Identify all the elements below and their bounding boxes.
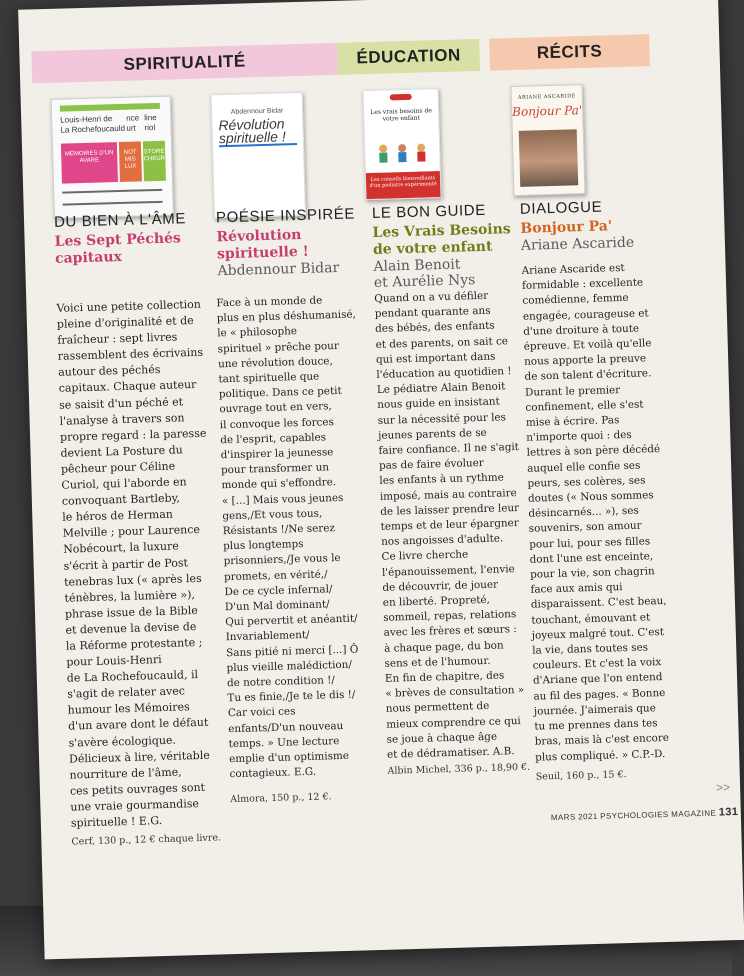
column4-author: Ariane Ascaride [520, 234, 635, 254]
body-line: l'éducation au quotidien ! [376, 365, 512, 381]
body-line: Ce livre cherche [381, 548, 469, 564]
body-line: sens et de l'humour. [384, 654, 491, 670]
body-line: lettres à son père décédé [526, 443, 661, 460]
section-header-education: ÉDUCATION [337, 39, 480, 75]
cover4-author: ARIANE ASCARIDE [517, 93, 576, 101]
body-line: rassemblent des écrivains [57, 346, 204, 364]
body-line: pour Louis-Henri [66, 653, 162, 669]
body-line: Car voici ces [227, 705, 296, 720]
book-cover-vrais-besoins [363, 88, 442, 200]
body-line: Durant le premier [524, 383, 621, 399]
column1-kicker: DU BIEN À L'ÂME [53, 210, 187, 231]
body-line: « brèves de consultation » [385, 684, 525, 701]
body-line: se saisit d'un péché et [59, 394, 184, 412]
body-line: engagée, courageuse et [522, 306, 649, 323]
body-line: Délicieux à lire, véritable [68, 748, 210, 766]
body-line: Le pédiatre Alain Benoit [376, 380, 506, 397]
body-line: de découvrir, de jouer [382, 578, 499, 594]
body-line: pleine d'originalité et de [56, 314, 194, 331]
body-line: il convoque les forces [219, 415, 335, 431]
body-line: doutes (« Nous sommes [527, 489, 654, 505]
magazine-page [18, 0, 744, 959]
body-line: Face à un monde de [216, 294, 323, 310]
section-header-recits: RÉCITS [489, 34, 650, 70]
body-line: l'analyse à travers son [59, 410, 185, 428]
book-cover-sept-peches [51, 96, 174, 219]
cover1-side3: line [144, 112, 157, 123]
body-line: pêcheur pour Céline [60, 459, 176, 476]
body-line: peurs, ses colères, ses [527, 474, 646, 490]
body-line: de l'esprit, capables [220, 431, 327, 447]
body-line: qui est important dans [375, 350, 496, 366]
column3-body [374, 288, 527, 763]
cover1-block2: NOT MIS LUX [119, 141, 142, 182]
column3-price: Albin Michel, 336 p., 18,90 €. [387, 761, 531, 777]
column3-title-line1: Les Vrais Besoins [372, 221, 511, 241]
body-line: emplie d'un optimisme [228, 749, 350, 766]
body-line: la vie, dans toutes ses [532, 641, 649, 657]
body-line: mise à écrire. Pas [525, 414, 620, 429]
body-line: Invariablement/ [225, 629, 310, 644]
column1-title-line2: capitaux [54, 248, 123, 267]
cover2-title: Révolution spirituelle ! [218, 117, 297, 147]
body-line: et devenue la devise de [65, 619, 197, 637]
column1-body [56, 297, 221, 832]
body-line: avec les frères et sœurs : [383, 623, 517, 640]
cover4-title: Bonjour Pa' [511, 103, 583, 120]
body-line: Voici une petite collection [56, 297, 202, 315]
body-line: s'écrit à partir de Post [63, 555, 189, 573]
body-line: gens,/Et vous tous, [222, 507, 323, 523]
body-line: de les laisser prendre leur [380, 501, 520, 518]
body-line: couleurs. Et c'est la voix [532, 656, 662, 672]
body-line: « [...] Mais vous jeunes [221, 491, 344, 507]
body-line: nous guide en insistant [377, 395, 500, 412]
body-line: faire confiance. Il ne s'agit [378, 440, 520, 457]
column2-title-line2: spirituelle ! [216, 243, 310, 263]
body-line: ténèbres, la lumière »), [64, 587, 196, 605]
body-line: autour des péchés [58, 363, 161, 380]
body-line: une révolution douce, [217, 354, 333, 371]
cover1-side2: urt [126, 123, 136, 133]
column1-title-line1: Les Sept Péchés [54, 230, 182, 250]
body-line: Nobécourt, la luxure [63, 539, 179, 557]
footer-issue: MARS 2021 PSYCHOLOGIES MAGAZINE [550, 808, 717, 823]
cover1-author-line1: Louis-Henri de [60, 114, 113, 125]
body-line: nourriture de l'âme, [69, 765, 182, 782]
body-line: l'épanouissement, l'envie [381, 562, 515, 579]
body-line: une vraie gourmandise [70, 796, 200, 814]
body-line: des bébés, des enfants [375, 319, 495, 336]
body-line: de La Rochefoucauld, il [66, 668, 199, 685]
body-line: disparaissent. C'est beau, [530, 595, 667, 612]
cover1-side1: nce [126, 113, 140, 123]
publisher-logo-icon [390, 94, 412, 101]
page-footer [551, 806, 739, 823]
body-line: souvenirs, son amour [528, 520, 642, 536]
body-line: Melville ; pour Laurence [62, 523, 201, 541]
body-line: s'avère écologique. [68, 733, 177, 750]
body-line: s'agit de relater avec [67, 684, 186, 701]
body-line: désincarnés... »), ses [528, 504, 639, 520]
body-line: humour les Mémoires [67, 700, 190, 718]
body-line: devient La Posture du [60, 443, 183, 460]
body-line: nos angoisses d'adulte. [380, 532, 504, 549]
body-line: prisonniers,/Je vous le [223, 552, 341, 568]
body-line: se joue à chaque âge [386, 730, 498, 746]
body-line: spirituel » prêche pour [217, 339, 340, 355]
body-line: de son talent d'écriture. [524, 367, 652, 384]
body-line: pendant quarante ans [374, 304, 491, 321]
body-line: au fil des pages. « Bonne [533, 686, 666, 703]
book-cover-revolution-spirituelle [211, 92, 306, 219]
body-line: monde qui s'effondre. [221, 476, 337, 492]
column2-author: Abdennour Bidar [217, 259, 340, 280]
body-line: comédienne, femme [522, 292, 629, 308]
column3-title-line2: de votre enfant [372, 238, 493, 258]
body-line: d'une droiture à toute [523, 322, 640, 338]
body-line: phrase issue de la Bible [64, 603, 198, 621]
cover1-author-line2: La Rochefoucauld [60, 123, 126, 135]
body-line: tant spirituelle que [218, 370, 320, 386]
body-line: Sans pitié ni merci [...] Ô [226, 643, 359, 659]
body-line: d'Ariane que l'on entend [532, 671, 663, 688]
body-line: épreuve. Et voilà qu'elle [523, 337, 652, 353]
body-line: fraîcheur : sept livres [57, 330, 178, 347]
body-line: de notre condition !/ [226, 674, 335, 690]
cover3-band: Les conseils bienveillants d'un pédiatre expérimenté [366, 171, 441, 199]
body-line: le héros de Herman [62, 507, 174, 524]
body-line: le « philosophe [217, 325, 298, 340]
body-line: Résistants !/Ne serez [222, 522, 336, 538]
body-line: ces petits ouvrages sont [69, 780, 206, 798]
body-line: et des parents, on sait ce [375, 334, 509, 351]
body-line: touchant, émouvant et [531, 611, 651, 627]
body-line: à chaque page, du bon [383, 639, 504, 655]
body-line: En fin de chapitre, des [384, 669, 505, 685]
body-line: tenebras lux (« après les [63, 571, 202, 589]
body-line: auquel elle confie ses [526, 459, 641, 475]
body-line: convoquant Bartleby, [61, 491, 181, 508]
cover1-block1: MÉMOIRES D'UN AVARE [61, 142, 118, 184]
cover3-title: Les vrais besoins de votre enfant [370, 107, 432, 123]
body-line: temps et de leur épargner [380, 517, 519, 533]
body-line: et de dédramatiser. A.B. [386, 745, 515, 761]
column4-kicker: DIALOGUE [519, 198, 603, 218]
body-line: dont l'une est enceinte, [529, 550, 654, 566]
body-line: d'un avare dont le défaut [67, 716, 209, 734]
body-line: enfants/D'un nouveau [228, 719, 344, 735]
page-number: 131 [718, 805, 739, 819]
body-line: nous apporte la preuve [524, 352, 647, 368]
column4-body [521, 260, 675, 765]
body-line: plus vieille malédiction/ [226, 658, 353, 675]
body-line: mieux comprendre ce qui [386, 714, 521, 731]
body-line: contagieux. E.G. [229, 766, 317, 781]
column2-kicker: POÉSIE INSPIRÉE [215, 205, 356, 227]
body-line: confinement, elle s'est [525, 398, 644, 414]
body-line: la Réforme protestante ; [65, 635, 203, 653]
body-line: Ariane Ascaride est [521, 261, 625, 277]
column2-title-line1: Révolution [216, 226, 302, 246]
body-line: capitaux. Chaque auteur [58, 378, 197, 396]
body-line: pour lui, pour ses filles [529, 534, 651, 551]
body-line: nous permettent de [385, 700, 490, 716]
column3-author-line1: Alain Benoit [373, 256, 461, 275]
body-line: Curiol, qui l'aborde en [61, 475, 187, 492]
body-line: face aux amis qui [530, 581, 623, 596]
body-line: sommeil, repas, relations [383, 608, 517, 625]
author-photo [519, 129, 579, 187]
column2-price: Almora, 150 p., 12 €. [230, 791, 332, 806]
column4-title: Bonjour Pa' [520, 218, 613, 237]
column4-price: Seuil, 160 p., 15 €. [535, 769, 627, 783]
body-line: imposé, mais au contraire [379, 486, 517, 503]
body-line: plus longtemps [223, 538, 304, 553]
body-line: joyeux malgré tout. C'est [531, 625, 665, 642]
body-line: sur la nécessité pour les [377, 410, 507, 427]
column3-kicker: LE BON GUIDE [371, 201, 487, 222]
body-line: pas de faire évoluer [378, 457, 484, 473]
body-line: plus compliqué. » C.P.-D. [535, 747, 666, 764]
body-line: en liberté. Propreté, [382, 593, 491, 609]
body-line: jeunes parents de se [378, 426, 487, 442]
body-line: Qui pervertit et anéantit/ [225, 612, 358, 629]
body-line: promets, en vérité,/ [223, 568, 328, 583]
body-line: pour transformer un [220, 461, 330, 477]
cover2-author: Abdennour Bidar [230, 107, 284, 116]
cover1-side4: riol [144, 122, 156, 133]
body-line: tu me prennes dans tes [534, 717, 658, 733]
body-line: politique. Dans ce petit [218, 385, 342, 401]
body-line: pour la vie, son chagrin [529, 565, 655, 581]
body-line: Tu es finie,/Je te le dis !/ [227, 688, 356, 705]
body-line: journée. J'aimerais que [533, 702, 656, 718]
body-line: les enfants à un rythme [379, 471, 504, 488]
children-illustration-icon [375, 141, 430, 166]
column3-author-line2: et Aurélie Nys [373, 272, 476, 291]
body-line: ouvrage tout en vers, [219, 400, 332, 416]
section-header-spiritualite: SPIRITUALITÉ [31, 43, 338, 84]
cover1-block3: STORE CHEUR [143, 141, 166, 182]
body-line: De ce cycle infernal/ [224, 583, 333, 599]
body-line: n'importe quoi : des [526, 429, 632, 444]
body-line: d'inspirer la jeunesse [220, 446, 334, 462]
column2-body [216, 292, 380, 782]
body-line: bras, mais là c'est encore [534, 732, 670, 748]
book-cover-bonjour-pa [510, 84, 585, 196]
continue-arrow-icon: >> [715, 780, 731, 795]
body-line: temps. » Une lecture [228, 734, 340, 751]
body-line: plus en plus déshumanisé, [216, 308, 357, 325]
body-line: D'un Mal dominant/ [224, 598, 330, 614]
body-line: spirituelle ! E.G. [70, 814, 163, 830]
body-line: Quand on a vu défiler [374, 289, 489, 305]
body-line: formidable : excellente [521, 276, 644, 293]
column1-price: Cerf, 130 p., 12 € chaque livre. [71, 832, 222, 848]
body-line: propre regard : la paresse [59, 426, 207, 444]
